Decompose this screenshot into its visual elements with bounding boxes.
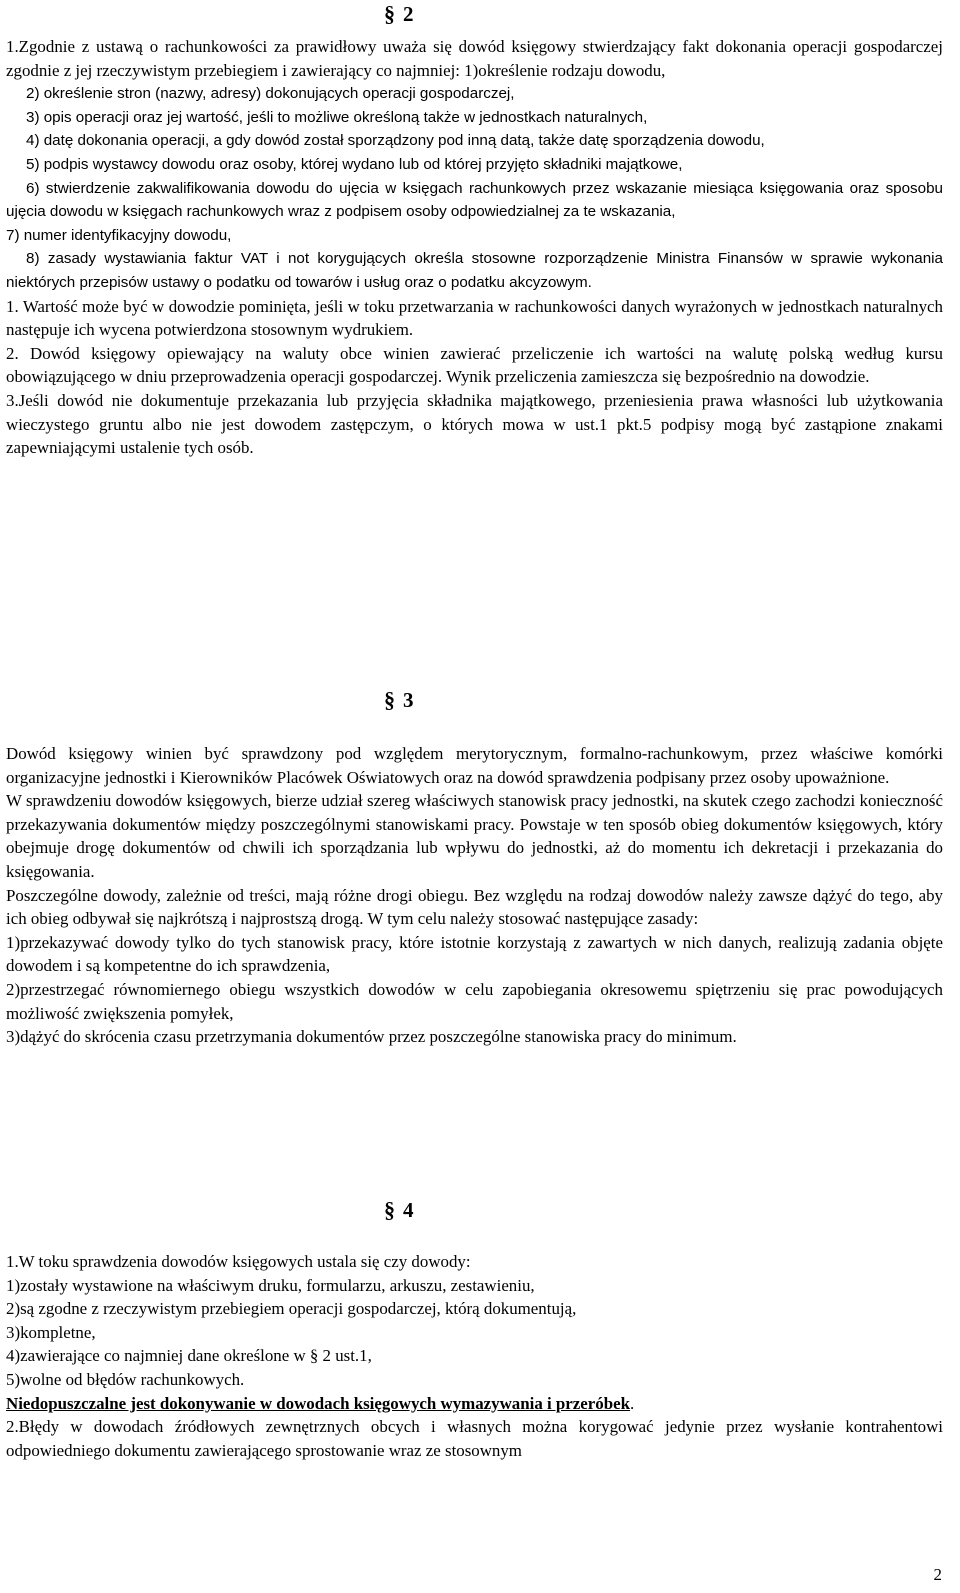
paragraph: 2.Błędy w dowodach źródłowych zewnętrznych obcych i własnych można korygować jedynie przez wysłanie kontrahentowi odpowiedniego dokumentu zawierającego sprostowanie wraz ze stosownym bbox=[6, 1417, 943, 1460]
list-item: 3) opis operacji oraz jej wartość, jeśli to możliwe określoną także w jednostkach naturalnych, bbox=[26, 108, 648, 126]
section-symbol: § bbox=[384, 1197, 395, 1222]
list-item: 5) podpis wystawcy dowodu oraz osoby, której wydano lub od której przyjęto składniki majątkowe, bbox=[26, 155, 683, 173]
list-item: 4) datę dokonania operacji, a gdy dowód został sporządzony pod inną datą, także datę sporządzenia dowodu, bbox=[26, 132, 765, 150]
list-item: 8) zasady wystawiania faktur VAT i not korygujących określa stosowne rozporządzenie Ministra Finansów w sprawie wykonania niektórych przepisów ustawy o podatku od towarów i usług oraz o podatku akcyzowym. bbox=[6, 250, 943, 291]
warning-text bbox=[6, 1392, 943, 1416]
list-item: 1.W toku sprawdzenia dowodów księgowych ustala się czy dowody: bbox=[6, 1252, 471, 1271]
list-item: 2)przestrzegać równomiernego obiegu wszystkich dowodów w celu zapobiegania okresowemu spiętrzeniu się prac powodujących możliwość zwiększenia pomyłek, bbox=[6, 979, 943, 1023]
section-number: 4 bbox=[403, 1198, 414, 1222]
section-number: 3 bbox=[403, 688, 414, 712]
paragraph: W sprawdzeniu dowodów księgowych, bierze udział szereg właściwych stanowisk pracy jednostki, na skutek czego zachodzi konieczność przekazywania dokumentów między poszczególnymi stanowiskami pracy. Powstaje w ten sposób obieg dokumentów księgowych, który obejmuje drogę dokumentów od chwili ich sporządzania lub wpływu do jednostki, aż do momentu ich dekretacji i przekazania do księgowania. bbox=[6, 791, 943, 881]
paragraph: Dowód księgowy winien być sprawdzony pod względem merytorycznym, formalno-rachunkowym, przez właściwe komórki organizacyjne jednostki i Kierowników Placówek Oświatowych oraz na dowód sprawdzenia podpisany przez osoby upoważnione. bbox=[6, 744, 943, 787]
paragraph: 1.Zgodnie z ustawą o rachunkowości za prawidłowy uważa się dowód księgowy stwierdzający fakt dokonania operacji gospodarczej zgodnie z jej rzeczywistym przebiegiem i zawierający co najmniej: 1)określenie rodzaju dowodu, bbox=[6, 37, 943, 80]
list-item: 4)zawierające co najmniej dane określone w § 2 ust.1, bbox=[6, 1346, 372, 1366]
list-item: 7) numer identyfikacyjny dowodu, bbox=[6, 226, 232, 244]
section-number: 2 bbox=[403, 2, 414, 26]
warning-period: . bbox=[630, 1393, 635, 1413]
page-number: 2 bbox=[933, 1565, 942, 1584]
section-heading-4 bbox=[384, 1198, 414, 1222]
section-4-body bbox=[6, 1250, 943, 1462]
paragraph: 2. Dowód księgowy opiewający na waluty obce winien zawierać przeliczenie ich wartości na walutę polską według kursu obowiązującego w dniu przeprowadzenia operacji gospodarczej. Wynik przeliczenia zamieszcza się bezpośrednio na dowodzie. bbox=[6, 343, 943, 387]
list-item: 5)wolne od błędów rachunkowych. bbox=[6, 1369, 245, 1389]
paragraph: 1. Wartość może być w dowodzie pominięta, jeśli w toku przetwarzania w rachunkowości danych wyrażonych w jednostkach naturalnych następuje ich wycena potwierdzona stosownym wydrukiem. bbox=[6, 296, 943, 340]
list-item: 3)dążyć do skrócenia czasu przetrzymania dokumentów przez poszczególne stanowiska pracy do minimum. bbox=[6, 1027, 737, 1047]
warning-underlined: Niedopuszczalne jest dokonywanie w dowodach księgowych wymazywania i przeróbek bbox=[6, 1393, 631, 1413]
list-item: 1)przekazywać dowody tylko do tych stanowisk pracy, które istotnie korzystają z zawartych w nich danych, realizują zadania objęte dowodem i są kompetentne do ich sprawdzenia, bbox=[6, 932, 943, 976]
section-heading-2 bbox=[384, 2, 414, 26]
section-3-body bbox=[6, 742, 943, 1049]
paragraph: 3.Jeśli dowód nie dokumentuje przekazania lub przyjęcia składnika majątkowego, przeniesienia prawa własności lub użytkowania wieczystego gruntu albo nie jest dowodem zastępczym, o których mowa w ust.1 pkt.5 podpisy mogą być zastąpione znakami zapewniającymi ustalenie tych osób. bbox=[6, 390, 943, 458]
list-item: 1)zostały wystawione na właściwym druku, formularzu, arkuszu, zestawieniu, bbox=[6, 1275, 535, 1295]
section-symbol: § bbox=[384, 687, 395, 712]
section-symbol: § bbox=[384, 1, 395, 26]
list-item: 6) stwierdzenie zakwalifikowania dowodu do ujęcia w księgach rachunkowych przez wskazanie miesiąca księgowania oraz sposobu ujęcia dowodu w księgach rachunkowych wraz z podpisem osoby odpowiedzialnej za te wskazania, bbox=[6, 179, 943, 221]
section-2-body bbox=[6, 35, 943, 460]
paragraph: Poszczególne dowody, zależnie od treści, mają różne drogi obiegu. Bez względu na rodzaj dowodów należy zawsze dążyć do tego, aby ich obieg odbywał się najkrótszą i najprostszą drogą. W tym celu należy stosować następujące zasady: bbox=[6, 885, 943, 929]
list-item: 3)kompletne, bbox=[6, 1322, 96, 1342]
list-item: 2) określenie stron (nazwy, adresy) dokonujących operacji gospodarczej, bbox=[26, 85, 515, 103]
list-item: 2)są zgodne z rzeczywistym przebiegiem operacji gospodarczej, którą dokumentują, bbox=[6, 1299, 577, 1319]
section-heading-3 bbox=[384, 688, 414, 712]
